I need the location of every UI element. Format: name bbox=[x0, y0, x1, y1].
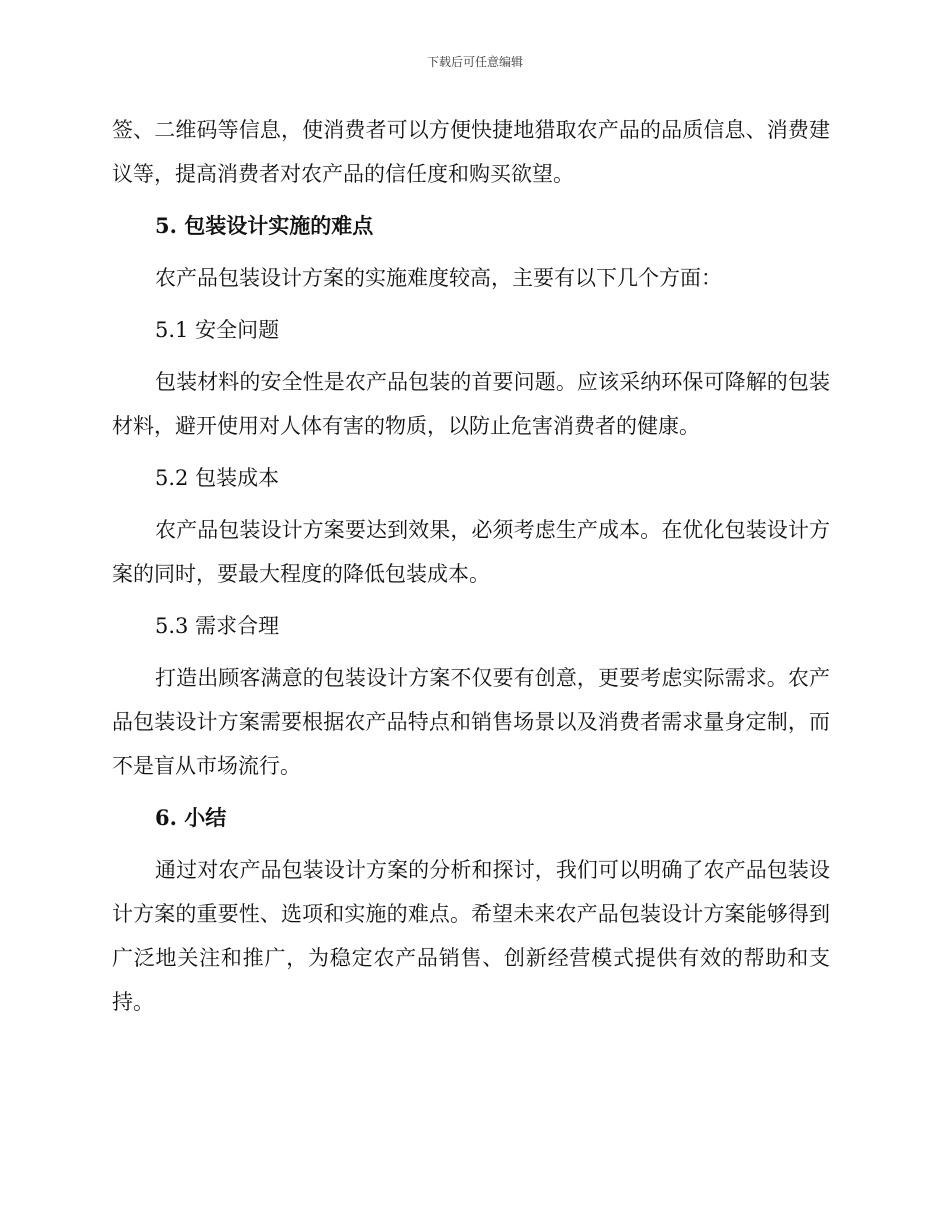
document-body bbox=[112, 108, 830, 1032]
paragraph-section-5-1: 包装材料的安全性是农产品包装的首要问题。应该采纳环保可降解的包装材料，避开使用对人体有害的物质，以防止危害消费者的健康。 bbox=[112, 370, 830, 438]
paragraph-section-5-3: 打造出顾客满意的包装设计方案不仅要有创意，更要考虑实际需求。农产品包装设计方案需要根据农产品特点和销售场景以及消费者需求量身定制，而不是盲从市场流行。 bbox=[112, 666, 830, 778]
subsection-heading-5-1: 5.1 安全问题 bbox=[155, 318, 280, 342]
section-heading-6: 6. 小结 bbox=[155, 805, 227, 830]
paragraph-section-6: 通过对农产品包装设计方案的分析和探讨，我们可以明确了农产品包装设计方案的重要性、选项和实施的难点。希望未来农产品包装设计方案能够得到广泛地关注和推广，为稳定农产品销售、创新经营模式提供有效的帮助和支持。 bbox=[112, 858, 830, 1014]
subsection-heading-5-3: 5.3 需求合理 bbox=[155, 614, 280, 638]
section-heading-5: 5. 包装设计实施的难点 bbox=[155, 213, 374, 238]
paragraph-intro: 签、二维码等信息，使消费者可以方便快捷地猎取农产品的品质信息、消费建议等，提高消费者对农产品的信任度和购买欲望。 bbox=[112, 118, 830, 186]
subsection-heading-5-2: 5.2 包装成本 bbox=[155, 466, 280, 490]
page-header: 下载后可任意编辑 bbox=[426, 55, 523, 69]
paragraph-section-5: 农产品包装设计方案的实施难度较高，主要有以下几个方面： bbox=[155, 266, 722, 290]
paragraph-section-5-2: 农产品包装设计方案要达到效果，必须考虑生产成本。在优化包装设计方案的同时，要最大程度的降低包装成本。 bbox=[112, 518, 830, 586]
